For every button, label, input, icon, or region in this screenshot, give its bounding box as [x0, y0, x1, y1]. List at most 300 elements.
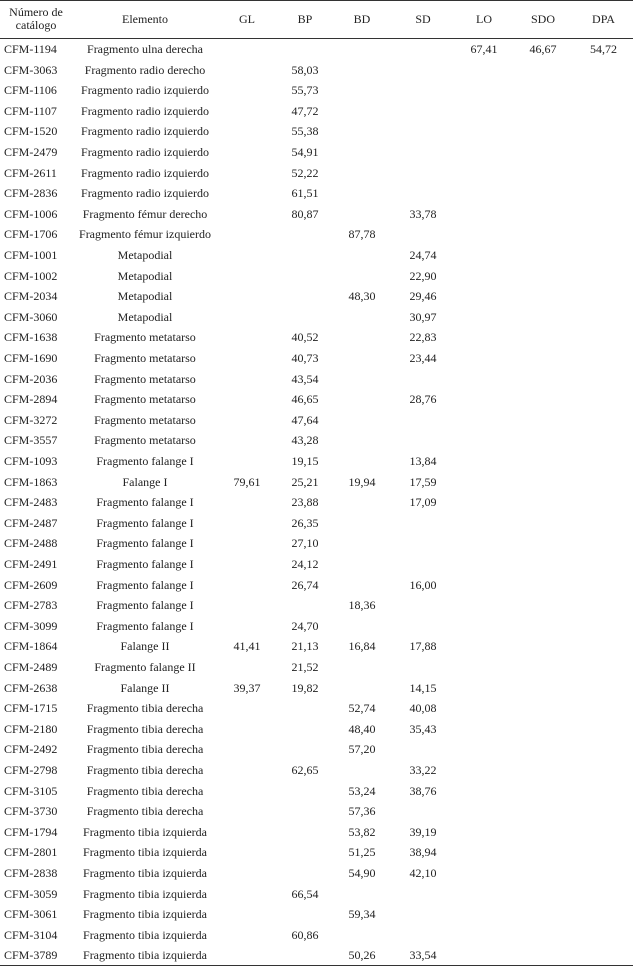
cell-sd [390, 142, 456, 163]
cell-catalog-number: CFM-3060 [4, 309, 58, 324]
cell-sd [390, 183, 456, 204]
cell-gl [218, 286, 276, 307]
table-row [0, 513, 633, 534]
cell-bp: 66,54 [291, 886, 319, 901]
cell-bp [276, 224, 334, 245]
cell-sdo [512, 266, 574, 287]
cell-sdo [512, 595, 574, 616]
cell-sdo [512, 801, 574, 822]
table-row [0, 616, 633, 637]
cell-dpa [574, 266, 633, 287]
cell-bd [334, 60, 390, 81]
cell-lo [456, 286, 512, 307]
cell-bd [334, 39, 390, 60]
cell-catalog-number: CFM-1864 [4, 639, 58, 654]
cell-bd [334, 925, 390, 946]
cell-lo [456, 657, 512, 678]
cell-bd: 51,25 [348, 845, 376, 860]
cell-dpa [574, 204, 633, 225]
cell-sd [390, 801, 456, 822]
cell-bd [334, 657, 390, 678]
cell-element: Fragmento falange I [96, 454, 194, 468]
table-row [0, 410, 633, 431]
cell-sd [390, 39, 456, 60]
table-row [0, 60, 633, 81]
cell-element: Fragmento tibia izquierda [83, 886, 207, 901]
cell-gl [218, 142, 276, 163]
cell-sd: 33,22 [409, 763, 437, 777]
cell-sd [390, 430, 456, 451]
cell-bd [334, 101, 390, 122]
cell-sdo [512, 101, 574, 122]
cell-dpa [574, 142, 633, 163]
cell-gl [218, 945, 276, 966]
cell-bp: 25,21 [291, 474, 319, 489]
table-row [0, 863, 633, 884]
cell-bd: 53,24 [348, 783, 376, 798]
cell-element: Metapodial [117, 309, 173, 324]
cell-catalog-number: CFM-1690 [4, 351, 58, 365]
cell-sd: 17,59 [409, 474, 437, 489]
cell-catalog-number: CFM-2036 [4, 371, 58, 386]
cell-catalog-number: CFM-1706 [4, 227, 58, 242]
cell-dpa [574, 451, 633, 472]
cell-catalog-number: CFM-3272 [4, 412, 58, 427]
table-row [0, 430, 633, 451]
table-row [0, 327, 633, 348]
cell-gl [218, 925, 276, 946]
cell-gl [218, 389, 276, 410]
header-bd: BD [353, 11, 371, 26]
cell-dpa [574, 513, 633, 534]
cell-sd [390, 616, 456, 637]
cell-gl [218, 369, 276, 390]
cell-element: Metapodial [117, 268, 173, 283]
cell-sd: 24,74 [409, 248, 437, 262]
cell-sdo [512, 698, 574, 719]
cell-sd: 38,76 [409, 783, 437, 798]
cell-sd: 17,09 [409, 495, 437, 510]
table-row [0, 163, 633, 184]
cell-bd [334, 348, 390, 369]
cell-catalog-number: CFM-1194 [4, 42, 57, 56]
cell-bp [276, 266, 334, 287]
cell-bd: 59,34 [348, 907, 376, 922]
cell-bd: 53,82 [348, 824, 376, 839]
cell-dpa [574, 554, 633, 575]
cell-catalog-number: CFM-2836 [4, 186, 58, 201]
cell-bp [276, 863, 334, 884]
cell-dpa [574, 369, 633, 390]
cell-element: Fragmento radio izquierdo [81, 186, 209, 201]
cell-gl [218, 327, 276, 348]
cell-gl [218, 595, 276, 616]
cell-gl [218, 410, 276, 431]
cell-dpa [574, 657, 633, 678]
table-row [0, 554, 633, 575]
cell-lo [456, 822, 512, 843]
cell-sd [390, 904, 456, 925]
table-row [0, 801, 633, 822]
cell-element: Fragmento tibia izquierda [83, 907, 207, 922]
cell-sdo [512, 369, 574, 390]
cell-sd: 23,44 [409, 351, 437, 365]
cell-catalog-number: CFM-1715 [4, 701, 58, 716]
cell-gl [218, 616, 276, 637]
header-sdo: SDO [530, 11, 555, 26]
cell-sdo [512, 430, 574, 451]
cell-lo [456, 163, 512, 184]
cell-catalog-number: CFM-3061 [4, 907, 58, 922]
table-row [0, 245, 633, 266]
cell-sdo: 46,67 [529, 42, 557, 56]
cell-catalog-number: CFM-3557 [4, 433, 58, 448]
cell-bd [334, 554, 390, 575]
cell-dpa: 54,72 [590, 42, 617, 56]
cell-element: Fragmento tibia derecha [86, 763, 204, 777]
cell-bp: 43,54 [291, 371, 319, 386]
cell-catalog-number: CFM-2609 [4, 577, 58, 592]
cell-element: Fragmento falange I [96, 536, 194, 551]
cell-bp: 62,65 [291, 763, 319, 777]
cell-dpa [574, 60, 633, 81]
cell-catalog-number: CFM-1863 [4, 474, 58, 489]
cell-sdo [512, 60, 574, 81]
cell-bp: 24,12 [291, 557, 319, 571]
cell-sdo [512, 286, 574, 307]
cell-bd: 54,90 [348, 866, 376, 880]
cell-sdo [512, 863, 574, 884]
cell-lo [456, 410, 512, 431]
cell-element: Fragmento tibia izquierda [83, 845, 207, 860]
cell-gl [218, 183, 276, 204]
cell-dpa [574, 616, 633, 637]
cell-gl [218, 533, 276, 554]
cell-element: Metapodial [117, 248, 173, 262]
cell-lo [456, 492, 512, 513]
cell-element: Fragmento metatarso [94, 330, 196, 345]
cell-sdo [512, 348, 574, 369]
cell-dpa [574, 163, 633, 184]
cell-dpa [574, 575, 633, 596]
cell-gl [218, 657, 276, 678]
table-row [0, 224, 633, 245]
cell-catalog-number: CFM-2894 [4, 392, 58, 407]
cell-bp [276, 698, 334, 719]
header-lo: LO [476, 11, 492, 26]
cell-lo [456, 678, 512, 699]
cell-catalog-number: CFM-1093 [4, 454, 58, 468]
cell-bp: 47,72 [291, 103, 319, 118]
cell-sdo [512, 719, 574, 740]
cell-dpa [574, 348, 633, 369]
cell-element: Fragmento tibia derecha [86, 804, 204, 819]
cell-element: Fragmento falange I [96, 618, 194, 633]
cell-element: Fragmento metatarso [94, 351, 196, 365]
cell-bp: 27,10 [291, 536, 319, 551]
cell-bp: 26,74 [291, 577, 319, 592]
table-row [0, 39, 633, 60]
cell-bp: 54,91 [291, 145, 319, 159]
cell-dpa [574, 822, 633, 843]
cell-element: Fragmento falange I [96, 515, 194, 530]
cell-gl [218, 739, 276, 760]
cell-element: Fragmento tibia izquierda [83, 866, 207, 880]
table-row [0, 595, 633, 616]
cell-bp [276, 39, 334, 60]
cell-sdo [512, 636, 574, 657]
cell-sd: 35,43 [409, 721, 437, 736]
cell-element: Falange I [122, 474, 168, 489]
cell-bd [334, 389, 390, 410]
cell-sd [390, 101, 456, 122]
cell-sdo [512, 575, 574, 596]
cell-sdo [512, 492, 574, 513]
cell-sdo [512, 554, 574, 575]
table-row [0, 307, 633, 328]
cell-lo [456, 781, 512, 802]
cell-bp: 23,88 [291, 495, 319, 510]
cell-sdo [512, 121, 574, 142]
cell-sd: 16,00 [409, 577, 437, 592]
cell-element: Fragmento radio izquierdo [81, 103, 209, 118]
cell-dpa [574, 101, 633, 122]
cell-element: Fragmento metatarso [94, 412, 196, 427]
cell-sdo [512, 904, 574, 925]
cell-sd [390, 121, 456, 142]
table-row [0, 80, 633, 101]
cell-element: Fragmento fémur izquierdo [79, 227, 211, 242]
cell-bd [334, 369, 390, 390]
cell-element: Fragmento radio izquierdo [81, 124, 209, 139]
cell-gl [218, 781, 276, 802]
cell-bp: 61,51 [291, 186, 319, 201]
cell-element: Fragmento tibia derecha [86, 701, 204, 716]
cell-bp [276, 801, 334, 822]
cell-lo [456, 389, 512, 410]
cell-bp: 40,52 [291, 330, 319, 345]
cell-sd: 17,88 [409, 639, 437, 654]
cell-sdo [512, 451, 574, 472]
cell-sd [390, 163, 456, 184]
cell-dpa [574, 286, 633, 307]
cell-gl [218, 451, 276, 472]
cell-sdo [512, 760, 574, 781]
cell-gl: 41,41 [233, 639, 261, 654]
cell-bp: 46,65 [291, 392, 319, 407]
cell-dpa [574, 904, 633, 925]
cell-catalog-number: CFM-3063 [4, 62, 58, 77]
cell-lo [456, 904, 512, 925]
cell-dpa [574, 80, 633, 101]
cell-lo [456, 369, 512, 390]
cell-lo [456, 719, 512, 740]
cell-sd: 33,54 [409, 948, 437, 963]
cell-dpa [574, 533, 633, 554]
cell-gl [218, 348, 276, 369]
cell-sdo [512, 842, 574, 863]
cell-catalog-number: CFM-3059 [4, 886, 58, 901]
table-row [0, 945, 633, 966]
cell-bd [334, 204, 390, 225]
cell-sdo [512, 224, 574, 245]
table-row [0, 657, 633, 678]
cell-dpa [574, 884, 633, 905]
cell-element: Fragmento tibia izquierda [83, 824, 207, 839]
cell-gl [218, 307, 276, 328]
table-row [0, 369, 633, 390]
cell-catalog-number: CFM-2488 [4, 536, 58, 551]
cell-lo [456, 513, 512, 534]
cell-sd: 40,08 [409, 701, 437, 716]
cell-gl [218, 39, 276, 60]
cell-dpa [574, 678, 633, 699]
cell-bd: 87,78 [348, 227, 376, 242]
cell-dpa [574, 472, 633, 493]
cell-bp: 19,82 [291, 680, 319, 695]
cell-sd: 22,90 [409, 268, 437, 283]
cell-lo [456, 575, 512, 596]
cell-sd [390, 410, 456, 431]
cell-bp: 47,64 [291, 412, 319, 427]
table-row [0, 101, 633, 122]
table-row [0, 121, 633, 142]
cell-catalog-number: CFM-1107 [4, 103, 57, 118]
cell-bd [334, 410, 390, 431]
cell-element: Metapodial [117, 289, 173, 304]
cell-bp [276, 245, 334, 266]
cell-sd [390, 60, 456, 81]
cell-bd [334, 307, 390, 328]
cell-lo [456, 121, 512, 142]
header-bp: BP [297, 11, 313, 26]
cell-lo [456, 224, 512, 245]
cell-catalog-number: CFM-3099 [4, 618, 58, 633]
cell-bd [334, 616, 390, 637]
cell-catalog-number: CFM-2638 [4, 680, 58, 695]
cell-dpa [574, 307, 633, 328]
cell-bd: 57,20 [348, 742, 376, 757]
cell-sdo [512, 204, 574, 225]
cell-lo [456, 801, 512, 822]
table-row [0, 286, 633, 307]
table-row [0, 451, 633, 472]
cell-catalog-number: CFM-2479 [4, 145, 58, 159]
cell-bd [334, 513, 390, 534]
cell-dpa [574, 842, 633, 863]
cell-dpa [574, 430, 633, 451]
cell-element: Fragmento radio izquierdo [81, 165, 209, 180]
cell-element: Fragmento radio derecho [84, 62, 206, 77]
cell-element: Fragmento radio izquierdo [81, 145, 209, 159]
cell-bd [334, 678, 390, 699]
cell-sdo [512, 533, 574, 554]
cell-bd [334, 451, 390, 472]
cell-sdo [512, 925, 574, 946]
cell-element: Fragmento tibia derecha [86, 783, 204, 798]
cell-sd [390, 657, 456, 678]
cell-dpa [574, 389, 633, 410]
cell-catalog-number: CFM-1002 [4, 268, 58, 283]
cell-catalog-number: CFM-2798 [4, 763, 58, 777]
cell-dpa [574, 636, 633, 657]
cell-gl [218, 121, 276, 142]
table-row [0, 142, 633, 163]
cell-bd [334, 121, 390, 142]
cell-bd [334, 183, 390, 204]
cell-bd: 52,74 [348, 701, 376, 716]
cell-gl [218, 101, 276, 122]
cell-gl [218, 224, 276, 245]
cell-gl [218, 513, 276, 534]
cell-catalog-number: CFM-2801 [4, 845, 58, 860]
cell-element: Fragmento radio izquierdo [81, 83, 209, 98]
cell-dpa [574, 739, 633, 760]
cell-bp: 43,28 [291, 433, 319, 448]
cell-lo [456, 101, 512, 122]
cell-catalog-number: CFM-2489 [4, 660, 58, 674]
cell-bd [334, 266, 390, 287]
cell-lo [456, 451, 512, 472]
cell-sd: 28,76 [409, 392, 437, 407]
cell-sd [390, 533, 456, 554]
cell-bp [276, 945, 334, 966]
cell-gl [218, 163, 276, 184]
cell-bp: 40,73 [291, 351, 319, 365]
table-row [0, 842, 633, 863]
cell-bp [276, 595, 334, 616]
cell-bp: 21,52 [291, 660, 319, 674]
cell-bp [276, 719, 334, 740]
cell-catalog-number: CFM-2838 [4, 866, 58, 880]
cell-sd [390, 739, 456, 760]
cell-dpa [574, 945, 633, 966]
cell-sd: 22,83 [409, 330, 437, 345]
cell-lo [456, 925, 512, 946]
cell-gl [218, 492, 276, 513]
table-bottom-rule [0, 965, 633, 966]
cell-bd [334, 430, 390, 451]
cell-lo [456, 80, 512, 101]
table-row [0, 739, 633, 760]
cell-dpa [574, 183, 633, 204]
cell-sdo [512, 245, 574, 266]
cell-catalog-number: CFM-2491 [4, 557, 58, 571]
cell-sdo [512, 183, 574, 204]
cell-bd: 18,36 [348, 598, 376, 613]
cell-gl [218, 904, 276, 925]
cell-element: Fragmento falange I [96, 557, 194, 571]
cell-lo [456, 945, 512, 966]
cell-sd [390, 554, 456, 575]
cell-sdo [512, 678, 574, 699]
cell-gl [218, 760, 276, 781]
cell-element: Fragmento tibia derecha [86, 721, 204, 736]
cell-lo [456, 307, 512, 328]
cell-catalog-number: CFM-2783 [4, 598, 58, 613]
cell-sdo [512, 410, 574, 431]
cell-dpa [574, 719, 633, 740]
cell-gl [218, 80, 276, 101]
cell-bd [334, 575, 390, 596]
cell-element: Fragmento tibia izquierda [83, 927, 207, 942]
cell-sdo [512, 945, 574, 966]
cell-sd: 38,94 [409, 845, 437, 860]
table-row [0, 492, 633, 513]
cell-bp: 26,35 [291, 515, 319, 530]
cell-lo [456, 884, 512, 905]
cell-sd [390, 224, 456, 245]
